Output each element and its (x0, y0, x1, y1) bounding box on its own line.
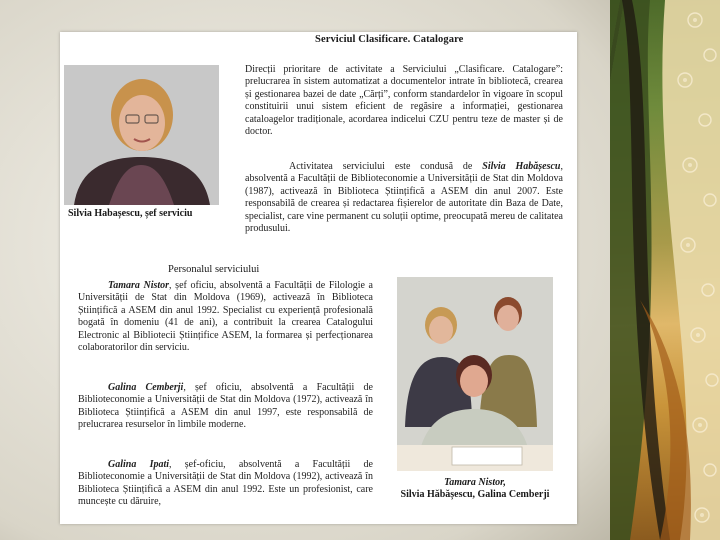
page-heading: Serviciul Clasificare. Catalogare (315, 34, 464, 45)
person-name: Tamara Nistor (108, 280, 170, 291)
paragraph-text: Activitatea serviciului este condusă de (289, 161, 483, 172)
scanned-document-page (60, 32, 577, 524)
decorative-ribbon (610, 0, 720, 540)
portrait-caption: Silvia Habașescu, șef serviciu (68, 208, 193, 219)
paragraph-text: , absolventă a Facultății de Biblioteconomie a Universității de Stat din Moldova (1987), activează în Biblioteca Științifică a ASEM din anul 2007. Este responsabilă de crearea și redactarea fișierelor de autoritate din Baza de Date, specialist, care vine permanent cu soluții optime, preocupată mereu de calitatea produsului. (245, 161, 563, 235)
staff-paragraph (78, 382, 373, 432)
paragraph-text: , șef-oficiu, absolventă a Facultății de Biblioteconomie a Universității de Stat din Moldova (1992), activează în Biblioteca Științifică a ASEM din anul 1992. Este un profesionist, care muncește cu dăruire, (78, 459, 373, 508)
caption-line: Tamara Nistor, (444, 477, 506, 488)
staff-paragraph (78, 459, 373, 509)
group-photo (397, 277, 553, 471)
person-name: Silvia Habășescu (482, 161, 561, 172)
group-photo-caption (380, 477, 570, 501)
caption-line: Silvia Hăbășescu, Galina Cemberji (400, 489, 550, 500)
portrait-photo-icon (64, 65, 219, 205)
paragraph-head-of-service (245, 161, 563, 235)
staff-section-title: Personalul serviciului (168, 264, 260, 275)
portrait-photo (64, 65, 219, 205)
flower-pattern-decoration-icon (610, 0, 720, 540)
paragraph-priorities: Direcții prioritare de activitate a Serviciului „Clasificare. Catalogare”: prelucrarea în sistem automatizat a documentelor intrate în bibliotecă, crearea și gestionarea bazei de date „Cărți”, conform standardelor în vigoare în scopul constituirii unui sistem eficient de regăsire a informației, gestionarea cataloagelor tradiționale, acordarea indicelui CZU pentru teze de master și de doctor. (245, 64, 563, 138)
group-photo-icon (397, 277, 553, 471)
person-name: Galina Ipati (108, 459, 170, 470)
person-name: Galina Cemberji (108, 382, 184, 393)
staff-paragraph (78, 280, 373, 354)
paragraph-text: , șef oficiu, absolventă a Facultății de Biblioteconomie a Universității de Stat din Moldova (1972), activează în Biblioteca Științifică a ASEM din anul 1997, este responsabilă de prelucrarea resurselor în limbile moderne. (78, 382, 373, 431)
paragraph-text: , șef oficiu, absolventă a Facultății de Filologie a Universității de Stat din Moldova (1969), activează în Biblioteca Științifică a ASEM din anul 1992. Specialist cu experiență profesională bogată în domeniu (41 de ani), a contribuit la crearea Catalogului Electronic al Bibliotecii Științifice ASEM, la formarea și perfecționarea colaboratorilor din serviciu. (78, 280, 373, 354)
